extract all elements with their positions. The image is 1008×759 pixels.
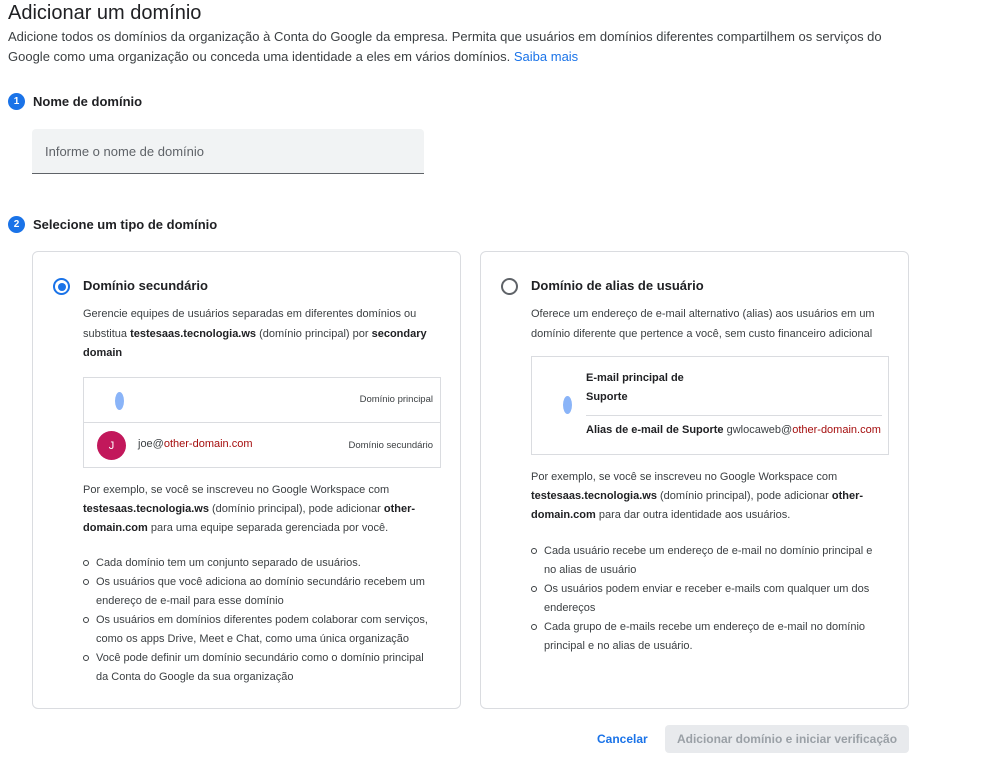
list-item (531, 618, 881, 656)
email-domain: other-domain.com (163, 438, 253, 450)
step-number-badge: 1 (8, 93, 25, 110)
example-email (138, 438, 253, 450)
example-tag: Domínio secundário (348, 440, 433, 451)
bullet-icon (83, 617, 89, 623)
list-item-text: Cada grupo de e-mails recebe um endereço de e-mail no domínio principal e no alias de usuário. (544, 621, 866, 652)
bullet-icon (531, 586, 537, 592)
step-number-badge: 2 (8, 216, 25, 233)
example-text: (domínio principal), pode adicionar (660, 490, 829, 502)
desc-bold-text: secondary domain (83, 327, 427, 359)
bullet-icon (531, 624, 537, 630)
alias-label: Alias de e-mail de Suporte (586, 424, 724, 436)
placeholder-avatar-icon (115, 392, 124, 410)
list-item-text: Cada usuário recebe um endereço de e-mail no domínio principal e no alias de usuário (544, 545, 873, 576)
cancel-button[interactable]: Cancelar (589, 725, 656, 753)
list-item (83, 573, 439, 611)
email-domain: other-domain.com (792, 424, 881, 436)
example-paragraph (531, 468, 876, 525)
list-item-text: Você pode definir um domínio secundário como o domínio principal da Conta do Google da sua organização (96, 652, 424, 683)
alias-example-box (531, 356, 889, 455)
email-user: joe@ (138, 438, 164, 450)
divider (586, 415, 882, 416)
page-description-text: Adicione todos os domínios da organização à Conta do Google da empresa. Permita que usuários em domínios diferentes compartilhem os serviços do Google como uma organização ou conceda uma identidade a eles em vários domínios. (8, 29, 882, 64)
secondary-domain-title: Domínio secundário (83, 278, 208, 293)
list-item-text: Os usuários em domínios diferentes podem colaborar com serviços, como os apps Drive, Meet e Chat, como uma única organização (96, 614, 428, 645)
secondary-domain-card[interactable] (32, 251, 461, 709)
list-item (83, 554, 439, 573)
bullet-icon (531, 548, 537, 554)
domain-name-input[interactable] (32, 129, 424, 174)
step-domain-type (8, 216, 217, 233)
example-row-primary (84, 378, 440, 423)
alias-bullet-list (531, 542, 881, 656)
example-text: Por exemplo, se você se inscreveu no Google Workspace com (531, 471, 838, 483)
bullet-icon (83, 655, 89, 661)
add-domain-verify-button[interactable]: Adicionar domínio e iniciar verificação (665, 725, 909, 753)
example-table (83, 377, 441, 468)
list-item-text: Cada domínio tem um conjunto separado de usuários. (96, 557, 361, 569)
list-item-text: Os usuários que você adiciona ao domínio secundário recebem um endereço de e-mail para esse domínio (96, 576, 425, 607)
user-alias-domain-title: Domínio de alias de usuário (531, 278, 704, 293)
avatar: J (97, 431, 126, 460)
example-paragraph (83, 481, 428, 538)
alias-email-line (586, 424, 881, 436)
primary-domain-name: testesaas.tecnologia.ws (83, 503, 209, 515)
page-description (8, 27, 898, 67)
step-label: Selecione um tipo de domínio (33, 217, 218, 232)
primary-domain-name: testesaas.tecnologia.ws (130, 327, 257, 340)
step-domain-name (8, 93, 142, 110)
bullet-icon (83, 560, 89, 566)
learn-more-link[interactable]: Saiba mais (513, 49, 579, 64)
placeholder-avatar-icon (563, 396, 572, 414)
list-item (531, 542, 881, 580)
added-domain-name: other-domain.com (83, 503, 416, 534)
list-item-text: Os usuários podem enviar e receber e-mails com qualquer um dos endereços (544, 583, 870, 614)
step-label: Nome de domínio (33, 94, 143, 109)
secondary-domain-radio[interactable] (53, 278, 70, 295)
example-row-secondary (84, 423, 440, 468)
primary-domain-name: testesaas.tecnologia.ws (531, 490, 657, 502)
user-alias-domain-card[interactable] (480, 251, 909, 709)
example-text: (domínio principal), pode adicionar (212, 503, 381, 515)
desc-text: (domínio principal) por (259, 327, 369, 340)
desc-text: Gerencie equipes de usuários separadas em diferentes domínios ou substitua (83, 308, 417, 340)
example-tag: Domínio principal (359, 394, 433, 405)
example-text: Por exemplo, se você se inscreveu no Google Workspace com (83, 484, 390, 496)
secondary-bullet-list (83, 554, 439, 687)
list-item (531, 580, 881, 618)
example-text: para uma equipe separada gerenciada por você. (150, 522, 389, 534)
page-title: Adicionar um domínio (8, 2, 202, 24)
list-item (83, 649, 439, 687)
secondary-domain-description (83, 305, 443, 364)
list-item (83, 611, 439, 649)
added-domain-name: other-domain.com (531, 490, 864, 521)
user-alias-domain-radio[interactable] (501, 278, 518, 295)
email-user: gwlocaweb@ (726, 424, 793, 436)
example-text: para dar outra identidade aos usuários. (598, 509, 791, 521)
bullet-icon (83, 579, 89, 585)
user-alias-domain-description: Oferece um endereço de e-mail alternativo (alias) aos usuários em um domínio diferente que pertence a você, sem custo financeiro adicional (531, 308, 875, 340)
primary-email-label: E-mail principal de Suporte (586, 372, 684, 403)
